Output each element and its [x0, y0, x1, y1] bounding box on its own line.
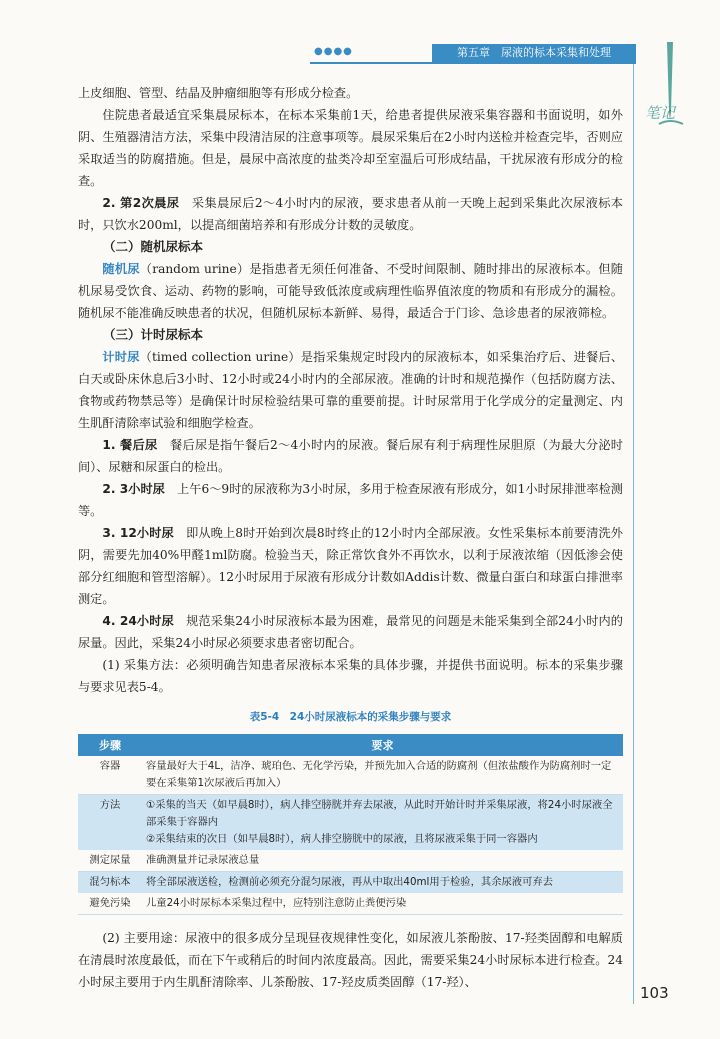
- collection-steps-table: [78, 734, 623, 915]
- step-cell: 避免污染: [78, 893, 142, 915]
- section-heading: （三）计时尿标本: [103, 327, 204, 342]
- chapter-header: [310, 44, 636, 64]
- paragraph: (1) 采集方法：必须明确告知患者尿液标本采集的具体步骤，并提供书面说明。标本的采集步骤与要求见表5-4。: [78, 658, 623, 694]
- paragraph: [78, 522, 623, 610]
- paragraph: [78, 610, 623, 654]
- table-row: [78, 756, 623, 795]
- item-text: 上午6～9时的尿液称为3小时尿，多用于检查尿液有形成分，如1小时尿排泄率检测等。: [78, 482, 623, 518]
- requirement-cell: 准确测量并记录尿液总量: [142, 850, 623, 872]
- term: 计时尿: [102, 350, 140, 364]
- requirement-line: ①采集的当天（如早晨8时），病人排空膀胱并弃去尿液，从此时开始计时并采集尿液，将24小时尿液全部采集于容器内: [146, 799, 613, 828]
- table-row: [78, 795, 623, 851]
- table-row: [78, 893, 623, 915]
- table-caption: 表5-4 24小时尿液标本的采集步骤与要求: [249, 711, 452, 723]
- paragraph: [78, 258, 623, 324]
- term-text: （random urine）是指患者无须任何准备、不受时间限制、随时排出的尿液标本。但随机尿易受饮食、运动、药物的影响，可能导致低浓度或病理性临界值浓度的物质和有形成分的漏检。随机尿不能准确反映患者的状况，但随机尿标本新鲜、易得，最适合于门诊、急诊患者的尿液筛检。: [78, 262, 623, 320]
- requirement-cell: 容量最好大于4L，洁净、琥珀色、无化学污染，并预先加入合适的防腐剂（但浓盐酸作为防腐剂时一定要在采集第1次尿液后再加入）: [142, 756, 623, 795]
- notes-label: 笔记: [645, 104, 676, 122]
- item-text: 即从晚上8时开始到次晨8时终止的12小时内全部尿液。女性采集标本前要清洗外阴，需要先加40%甲醛1ml防腐。检验当天，除正常饮食外不再饮水，以利于尿液浓缩（因低渗会使部分红细胞和管型溶解）。12小时尿用于尿液有形成分计数如Addis计数、微量白蛋白和球蛋白排泄率测定。: [78, 526, 623, 606]
- term: 随机尿: [102, 262, 140, 276]
- paragraph: 住院患者最适宜采集晨尿标本，在标本采集前1天，给患者提供尿液采集容器和书面说明，如外阴、生殖器清洁方法，采集中段清洁尿的注意事项等。晨尿采集后在2小时内送检并检查完毕，否则应采取适当的防腐措施。但是，晨尿中高浓度的盐类冷却至室温后可形成结晶，干扰尿液有形成分的检查。: [78, 108, 623, 188]
- step-cell: 混匀标本: [78, 872, 142, 894]
- paragraph: [78, 192, 623, 236]
- item-text: 规范采集24小时尿液标本最为困难，最常见的问题是未能采集到全部24小时内的尿量。因此，采集24小时尿必须要求患者密切配合。: [78, 614, 623, 650]
- table-row: [78, 872, 623, 894]
- header-rule: [310, 62, 636, 64]
- page-number: 103: [640, 984, 669, 1002]
- column-header-requirement: 要求: [142, 734, 623, 756]
- item-text: 餐后尿是指午餐后2～4小时内的尿液。餐后尿有利于病理性尿胆原（为最大分泌时间）、尿糖和尿蛋白的检出。: [78, 438, 623, 474]
- paragraph: (2) 主要用途：尿液中的很多成分呈现昼夜规律性变化，如尿液儿茶酚胺、17-羟类固醇和电解质在清晨时浓度最低，而在下午或稍后的时间内浓度最高。因此，需要采集24小时尿标本进行检查。24小时尿主要用于内生肌酐清除率、儿茶酚胺、17-羟皮质类固醇（17-羟）、: [78, 931, 623, 989]
- requirement-cell: [142, 795, 623, 851]
- paragraph: [78, 434, 623, 478]
- term-text: （timed collection urine）是指采集规定时段内的尿液标本，如采集治疗后、进餐后、白天或卧床休息后3小时、12小时或24小时内的全部尿液。准确的计时和规范操作（包括防腐方法、食物或药物禁忌等）是确保计时尿检验结果可靠的重要前提。计时尿常用于化学成分的定量测定、内生肌酐清除率试验和细胞学检查。: [78, 350, 624, 430]
- header-dots: ●●●●: [314, 46, 353, 57]
- item-heading: 4. 24小时尿: [102, 614, 174, 628]
- requirement-line: ②采集结束的次日（如早晨8时），病人排空膀胱中的尿液，且将尿液采集于同一容器内: [146, 833, 538, 845]
- step-cell: 容器: [78, 756, 142, 795]
- page-body: [78, 82, 623, 993]
- requirement-cell: 儿童24小时尿标本采集过程中，应特别注意防止粪便污染: [142, 893, 623, 915]
- item-heading: 1. 餐后尿: [102, 438, 158, 452]
- chapter-title: 第五章 尿液的标本采集和处理: [432, 44, 636, 62]
- column-header-step: 步骤: [78, 734, 142, 756]
- table-row: [78, 850, 623, 872]
- item-heading: 2. 3小时尿: [102, 482, 165, 496]
- item-heading: 2. 第2次晨尿: [102, 196, 180, 210]
- margin-rule: [633, 64, 634, 1004]
- paragraph: [78, 346, 623, 434]
- paragraph: 上皮细胞、管型、结晶及肿瘤细胞等有形成分检查。: [78, 86, 359, 100]
- step-cell: 测定尿量: [78, 850, 142, 872]
- section-heading: （二）随机尿标本: [103, 239, 204, 254]
- paragraph: [78, 478, 623, 522]
- requirement-cell: 将全部尿液送检，检测前必须充分混匀尿液，再从中取出40ml用于检验，其余尿液可弃去: [142, 872, 623, 894]
- step-cell: 方法: [78, 795, 142, 851]
- item-text: 采集晨尿后2～4小时内的尿液，要求患者从前一天晚上起到采集此次尿液标本时，只饮水200ml，以提高细菌培养和有形成分计数的灵敏度。: [78, 196, 623, 232]
- item-heading: 3. 12小时尿: [102, 526, 174, 540]
